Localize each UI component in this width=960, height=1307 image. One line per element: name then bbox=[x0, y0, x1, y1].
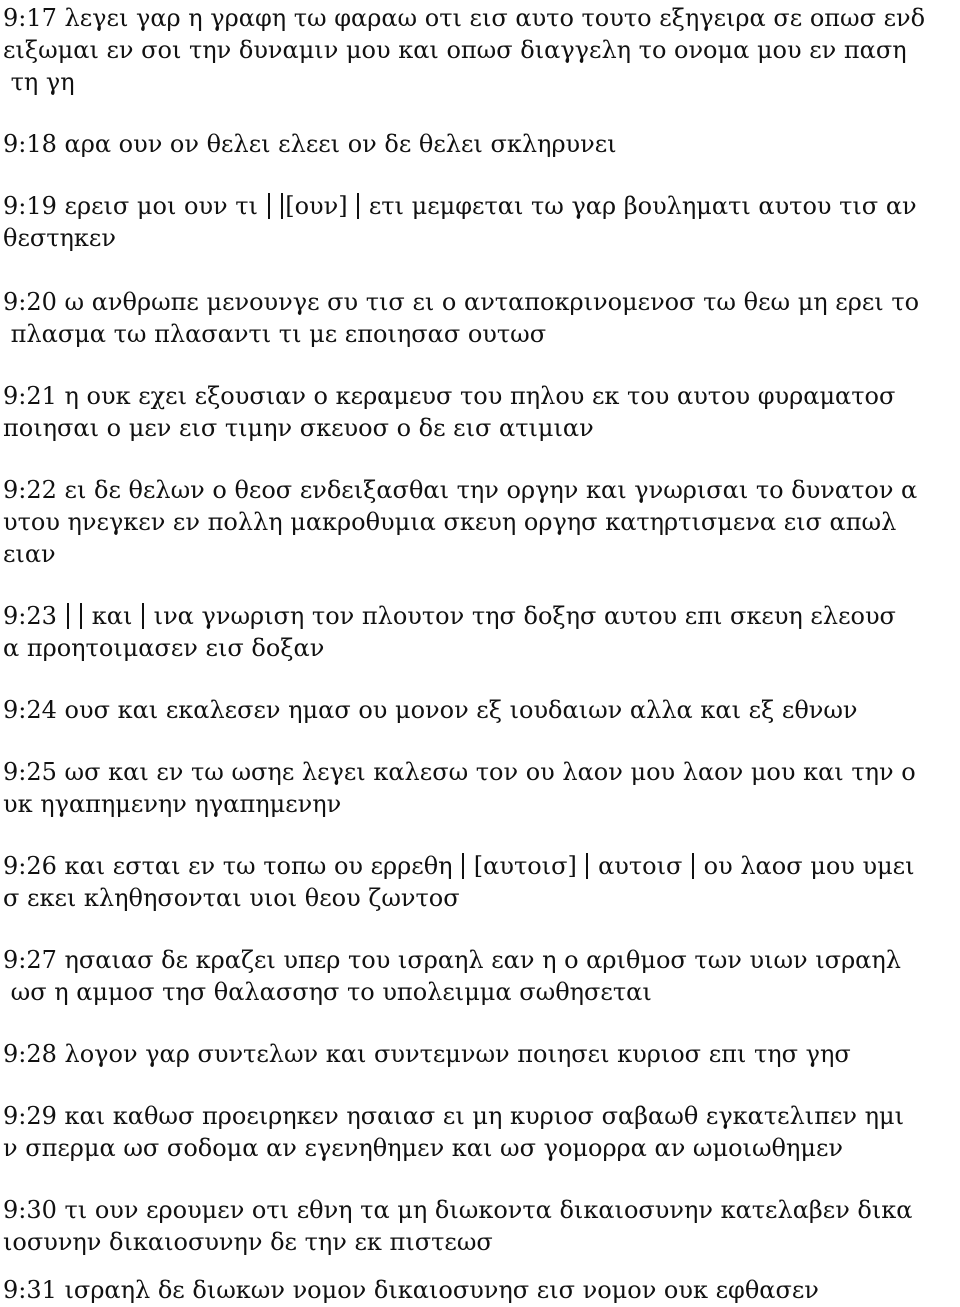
verse-9-31 bbox=[3, 1274, 819, 1306]
variant-separator-bar bbox=[357, 193, 359, 219]
verse-text: 9:19 ερεισ μοι ουν τι bbox=[3, 192, 266, 220]
variant-separator-bar bbox=[80, 603, 82, 629]
verse-text: 9:18 αρα ουν ον θελει ελεει ον δε θελει σκληρυνει bbox=[3, 130, 617, 158]
verse-text: θεστηκεν bbox=[3, 224, 116, 252]
verse-line bbox=[3, 34, 925, 66]
verse-line bbox=[3, 1194, 913, 1226]
verse-text: 9:30 τι ουν ερουμεν οτι εθνη τα μη διωκοντα δικαιοσυνην κατελαβεν δικα bbox=[3, 1196, 913, 1224]
variant-separator-bar bbox=[281, 193, 283, 219]
verse-line bbox=[3, 976, 901, 1008]
verse-text: αυτοισ bbox=[590, 852, 691, 880]
verse-9-23 bbox=[3, 600, 896, 664]
verse-text: 9:29 και καθωσ προειρηκεν ησαιασ ει μη κυριοσ σαβαωθ εγκατελιπεν ημι bbox=[3, 1102, 905, 1130]
verse-text: τη γη bbox=[3, 68, 75, 96]
verse-text: [ουν] bbox=[285, 192, 356, 220]
verse-line bbox=[3, 2, 925, 34]
verse-9-25 bbox=[3, 756, 916, 820]
verse-9-30 bbox=[3, 1194, 913, 1258]
verse-9-22 bbox=[3, 474, 917, 570]
verse-line bbox=[3, 506, 917, 538]
verse-line bbox=[3, 1132, 904, 1164]
verse-9-20 bbox=[3, 286, 919, 350]
verse-text: ωσ η αμμοσ τησ θαλασσησ το υπολειμμα σωθησεται bbox=[3, 978, 652, 1006]
verse-text: ειξωμαι εν σοι την δυναμιν μου και οπωσ διαγγελη το ονομα μου εν παση bbox=[3, 36, 907, 64]
verse-line bbox=[3, 1226, 913, 1258]
verse-line bbox=[3, 412, 895, 444]
verse-9-21 bbox=[3, 380, 895, 444]
verse-text: ποιησαι ο μεν εισ τιμην σκευοσ ο δε εισ ατιμιαν bbox=[3, 414, 594, 442]
verse-9-27 bbox=[3, 944, 901, 1008]
verse-text: υτου ηνεγκεν εν πολλη μακροθυμια σκευη οργησ κατηρτισμενα εισ απωλ bbox=[3, 508, 897, 536]
verse-text: α προητοιμασεν εισ δοξαν bbox=[3, 634, 325, 662]
verse-text: 9:20 ω ανθρωπε μενουνγε συ τισ ει ο ανταποκρινομενοσ τω θεω μη ερει το bbox=[3, 288, 920, 316]
verse-line bbox=[3, 850, 915, 882]
verse-9-26 bbox=[3, 850, 915, 914]
verse-line bbox=[3, 380, 895, 412]
verse-text: ου λαοσ μου υμει bbox=[696, 852, 915, 880]
verse-text: 9:22 ει δε θελων ο θεοσ ενδειξασθαι την οργην και γνωρισαι το δυνατον α bbox=[3, 476, 918, 504]
variant-separator-bar bbox=[67, 603, 69, 629]
verse-line bbox=[3, 788, 916, 820]
variant-separator-bar bbox=[268, 193, 270, 219]
verse-9-17 bbox=[3, 2, 925, 98]
verse-text: και bbox=[84, 602, 141, 630]
verse-text: ινα γνωριση τον πλουτον τησ δοξησ αυτου επι σκευη ελεουσ bbox=[146, 602, 896, 630]
verse-line bbox=[3, 632, 896, 664]
verse-9-19 bbox=[3, 190, 917, 254]
verse-line bbox=[3, 882, 915, 914]
verse-text: 9:24 ουσ και εκαλεσεν ημασ ου μονον εξ ιουδαιων αλλα και εξ εθνων bbox=[3, 696, 858, 724]
verse-text: 9:21 η ουκ εχει εξουσιαν ο κεραμευσ του πηλου εκ του αυτου φυραματοσ bbox=[3, 382, 896, 410]
verse-text: 9:23 bbox=[3, 602, 65, 630]
verse-line bbox=[3, 318, 919, 350]
verse-9-18 bbox=[3, 128, 617, 160]
verse-line bbox=[3, 1038, 851, 1070]
verse-line bbox=[3, 694, 858, 726]
verse-text: 9:17 λεγει γαρ η γραφη τω φαραω οτι εισ αυτο τουτο εξηγειρα σε οπωσ ενδ bbox=[3, 4, 926, 32]
verse-line bbox=[3, 66, 925, 98]
verse-text bbox=[272, 192, 280, 220]
verse-text: 9:31 ισραηλ δε διωκων νομον δικαιοσυνησ εισ νομον ουκ εφθασεν bbox=[3, 1276, 819, 1304]
verse-text: σ εκει κληθησονται υιοι θεου ζωντοσ bbox=[3, 884, 460, 912]
verse-line bbox=[3, 474, 917, 506]
verse-line bbox=[3, 128, 617, 160]
verse-9-24 bbox=[3, 694, 858, 726]
verse-text: 9:25 ωσ και εν τω ωσηε λεγει καλεσω τον ου λαον μου λαον μου και την ο bbox=[3, 758, 916, 786]
verse-line bbox=[3, 756, 916, 788]
verse-9-29 bbox=[3, 1100, 904, 1164]
verse-text: ιοσυνην δικαιοσυνην δε την εκ πιστεωσ bbox=[3, 1228, 493, 1256]
verse-line bbox=[3, 1274, 819, 1306]
verse-text: υκ ηγαπημενην ηγαπημενην bbox=[3, 790, 342, 818]
variant-separator-bar bbox=[462, 853, 464, 879]
verse-text: [αυτοισ] bbox=[466, 852, 585, 880]
verse-text: ν σπερμα ωσ σοδομα αν εγενηθημεν και ωσ γομορρα αν ωμοιωθημεν bbox=[3, 1134, 843, 1162]
verse-text: ετι μεμφεται τω γαρ βουληματι αυτου τισ αν bbox=[361, 192, 917, 220]
verse-line bbox=[3, 538, 917, 570]
verse-line bbox=[3, 222, 917, 254]
verse-text: 9:27 ησαιασ δε κραζει υπερ του ισραηλ εαν η ο αριθμοσ των υιων ισραηλ bbox=[3, 946, 901, 974]
verse-line bbox=[3, 1100, 904, 1132]
verse-line bbox=[3, 944, 901, 976]
verse-text bbox=[71, 602, 79, 630]
verse-text: 9:26 και εσται εν τω τοπω ου ερρεθη bbox=[3, 852, 461, 880]
verse-text: ειαν bbox=[3, 540, 56, 568]
verse-line bbox=[3, 190, 917, 222]
variant-separator-bar bbox=[586, 853, 588, 879]
verse-line bbox=[3, 286, 919, 318]
verse-text: 9:28 λογον γαρ συντελων και συντεμνων ποιησει κυριοσ επι τησ γησ bbox=[3, 1040, 851, 1068]
variant-separator-bar bbox=[692, 853, 694, 879]
verse-9-28 bbox=[3, 1038, 851, 1070]
variant-separator-bar bbox=[142, 603, 144, 629]
verse-text: πλασμα τω πλασαντι τι με εποιησασ ουτωσ bbox=[3, 320, 547, 348]
verse-line bbox=[3, 600, 896, 632]
